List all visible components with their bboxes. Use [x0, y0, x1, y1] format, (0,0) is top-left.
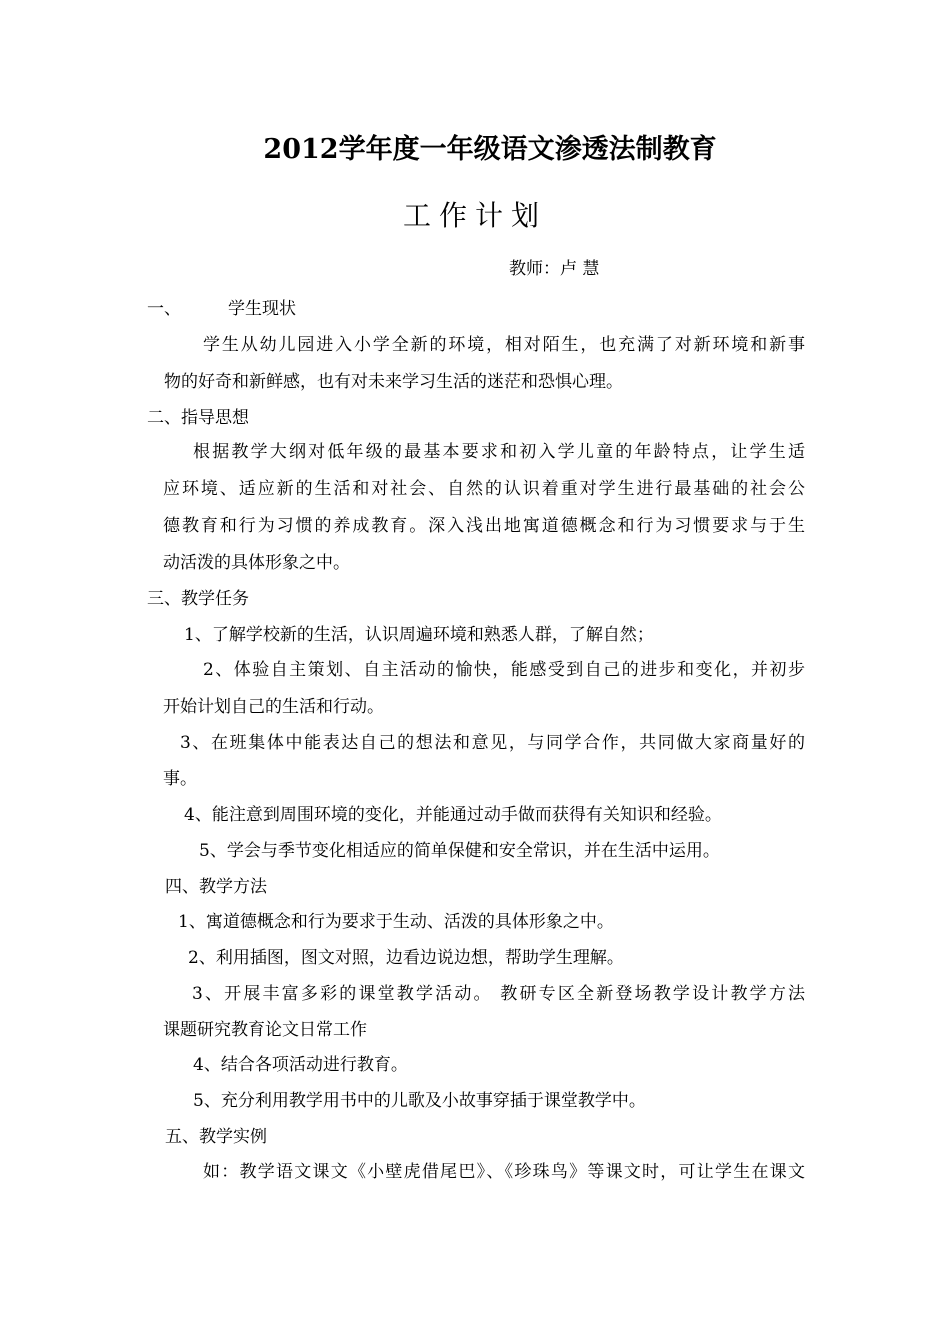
list-item: 5、学会与季节变化相适应的简单保健和安全常识，并在生活中运用。	[199, 841, 720, 861]
paragraph-line: 学生从幼儿园进入小学全新的环境，相对陌生，也充满了对新环境和新事	[203, 335, 805, 355]
document-title: 2012学年度一年级语文渗透法制教育	[263, 134, 717, 165]
section-1-heading: 学生现状	[228, 299, 296, 319]
list-item: 开始计划自己的生活和行动。	[163, 697, 384, 717]
list-item: 1、寓道德概念和行为要求于生动、活泼的具体形象之中。	[178, 912, 614, 932]
paragraph-line: 物的好奇和新鲜感，也有对未来学习生活的迷茫和恐惧心理。	[164, 372, 623, 392]
document-subtitle: 工作计划	[402, 199, 547, 232]
paragraph-line: 德教育和行为习惯的养成教育。深入浅出地寓道德概念和行为习惯要求与于生	[163, 516, 805, 536]
list-item: 4、结合各项活动进行教育。	[193, 1055, 408, 1075]
list-item: 3、开展丰富多彩的课堂教学活动。 教研专区全新登场教学设计教学方法	[192, 984, 805, 1004]
list-item: 1、了解学校新的生活，认识周遍环境和熟悉人群，了解自然；	[184, 625, 654, 645]
list-item: 课题研究教育论文日常工作	[163, 1020, 367, 1040]
list-item: 3、在班集体中能表达自己的想法和意见，与同学合作，共同做大家商量好的	[180, 733, 805, 753]
paragraph-line: 如：教学语文课文《小壁虎借尾巴》、《珍珠鸟》等课文时，可让学生在课文	[203, 1162, 805, 1182]
list-item: 2、体验自主策划、自主活动的愉快，能感受到自己的进步和变化，并初步	[203, 660, 805, 680]
paragraph-line: 根据教学大纲对低年级的最基本要求和初入学儿童的年龄特点，让学生适	[193, 442, 805, 462]
section-1-number: 一、	[147, 299, 181, 319]
list-item: 2、利用插图，图文对照，边看边说边想，帮助学生理解。	[188, 948, 624, 968]
paragraph-line: 动活泼的具体形象之中。	[163, 553, 350, 573]
section-2-heading: 二、指导思想	[147, 408, 249, 428]
section-5-heading: 五、教学实例	[165, 1127, 267, 1147]
list-item: 5、充分利用教学用书中的儿歌及小故事穿插于课堂教学中。	[193, 1091, 646, 1111]
paragraph-line: 应环境、适应新的生活和对社会、自然的认识着重对学生进行最基础的社会公	[163, 479, 805, 499]
list-item: 事。	[163, 769, 197, 789]
section-4-heading: 四、教学方法	[165, 877, 267, 897]
section-3-heading: 三、教学任务	[147, 589, 249, 609]
teacher-name: 教师：卢 慧	[509, 259, 600, 279]
list-item: 4、能注意到周围环境的变化，并能通过动手做而获得有关知识和经验。	[184, 805, 722, 825]
